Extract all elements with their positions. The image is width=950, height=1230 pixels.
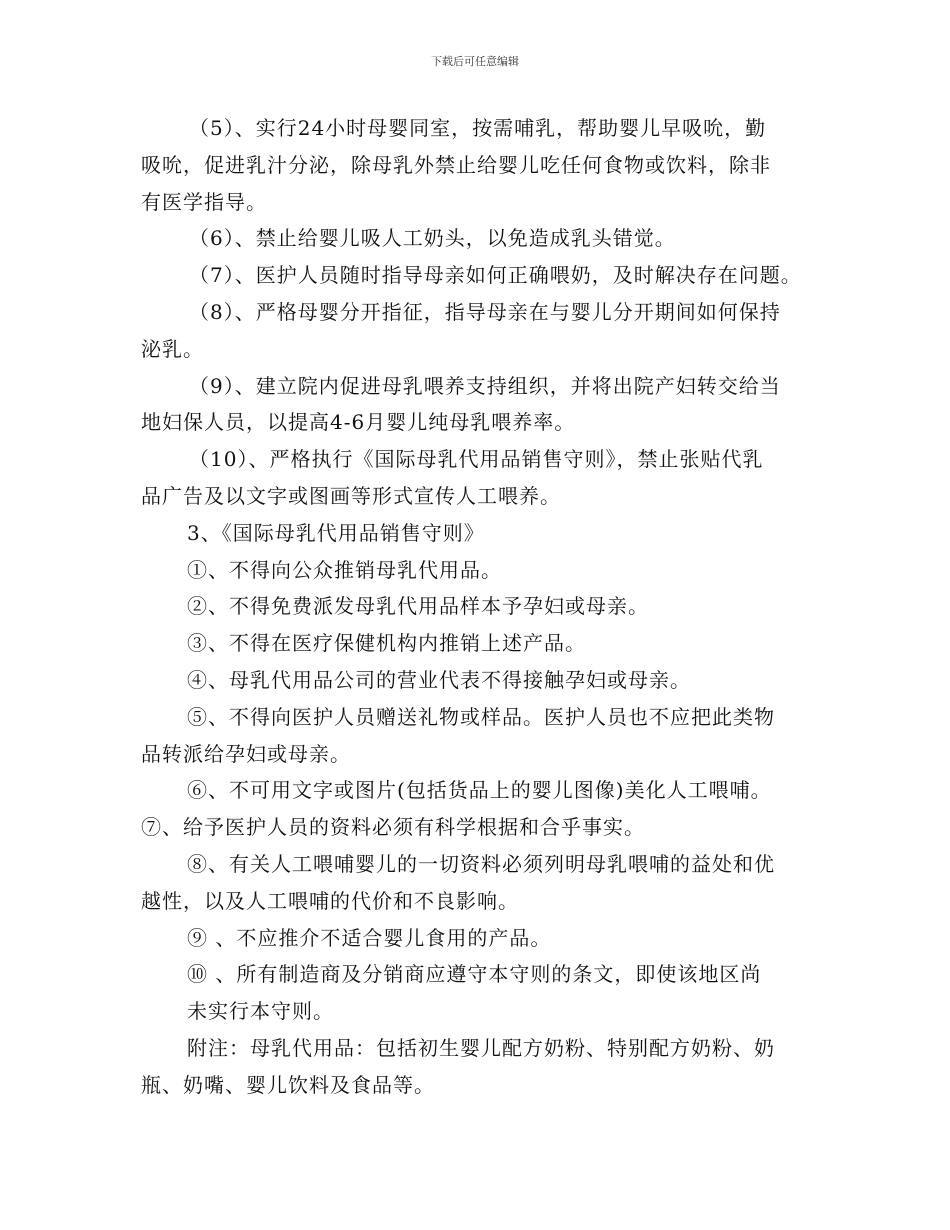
page-header: 下载后可任意编辑	[431, 55, 519, 68]
text-line: 越性，以及人工喂哺的代价和不良影响。	[141, 888, 519, 913]
text-line: ③、不得在医疗保健机构内推销上述产品。	[187, 631, 586, 656]
text-line: ⑩ 、所有制造商及分销商应遵守本守则的条文，即使该地区尚	[187, 962, 762, 987]
text-line: ⑦、给予医护人员的资料必须有科学根据和合乎事实。	[141, 815, 645, 840]
text-line: 未实行本守则。	[187, 999, 334, 1024]
text-line: 瓶、奶嘴、婴儿饮料及食品等。	[141, 1072, 435, 1097]
text-line: 附注：母乳代用品：包括初生婴儿配方奶粉、特别配方奶粉、奶	[187, 1035, 775, 1060]
text-line: （9）、建立院内促进母乳喂养支持组织，并将出院产妇转交给当	[189, 373, 781, 398]
text-line: 品转派给孕妇或母亲。	[141, 741, 351, 766]
text-line: ②、不得免费派发母乳代用品样本予孕妇或母亲。	[187, 594, 649, 619]
text-line: ⑥、不可用文字或图片(包括货品上的婴儿图像)美化人工喂哺。	[187, 778, 772, 803]
text-line: 有医学指导。	[141, 189, 267, 214]
text-line: （7）、医护人员随时指导母亲如何正确喂奶，及时解决存在问题。	[189, 263, 802, 288]
text-line: 品广告及以文字或图画等形式宣传人工喂养。	[141, 483, 561, 508]
text-line: 地妇保人员，以提高4-6月婴儿纯母乳喂养率。	[141, 410, 576, 435]
text-line: （8）、严格母婴分开指征，指导母亲在与婴儿分开期间如何保持	[189, 299, 781, 324]
text-line: 泌乳。	[141, 336, 204, 361]
text-line: 3、《国际母乳代用品销售守则》	[187, 520, 485, 545]
text-line: （5）、实行24小时母婴同室，按需哺乳，帮助婴儿早吸吮，勤	[189, 116, 767, 140]
text-line: ⑨ 、不应推介不适合婴儿食用的产品。	[187, 925, 552, 950]
text-line: ⑧、有关人工喂哺婴儿的一切资料必须列明母乳喂哺的益处和优	[187, 851, 775, 876]
text-line: ④、母乳代用品公司的营业代表不得接触孕妇或母亲。	[187, 667, 691, 692]
text-line: 吸吮，促进乳汁分泌，除母乳外禁止给婴儿吃任何食物或饮料，除非	[141, 152, 771, 177]
text-line: ⑤、不得向医护人员赠送礼物或样品。医护人员也不应把此类物	[187, 704, 775, 729]
document-body	[141, 110, 821, 1104]
text-line: （6）、禁止给婴儿吸人工奶头，以免造成乳头错觉。	[189, 226, 676, 251]
text-line: ①、不得向公众推销母乳代用品。	[187, 557, 502, 582]
text-line: （10）、严格执行《国际母乳代用品销售守则》，禁止张贴代乳	[189, 447, 764, 472]
